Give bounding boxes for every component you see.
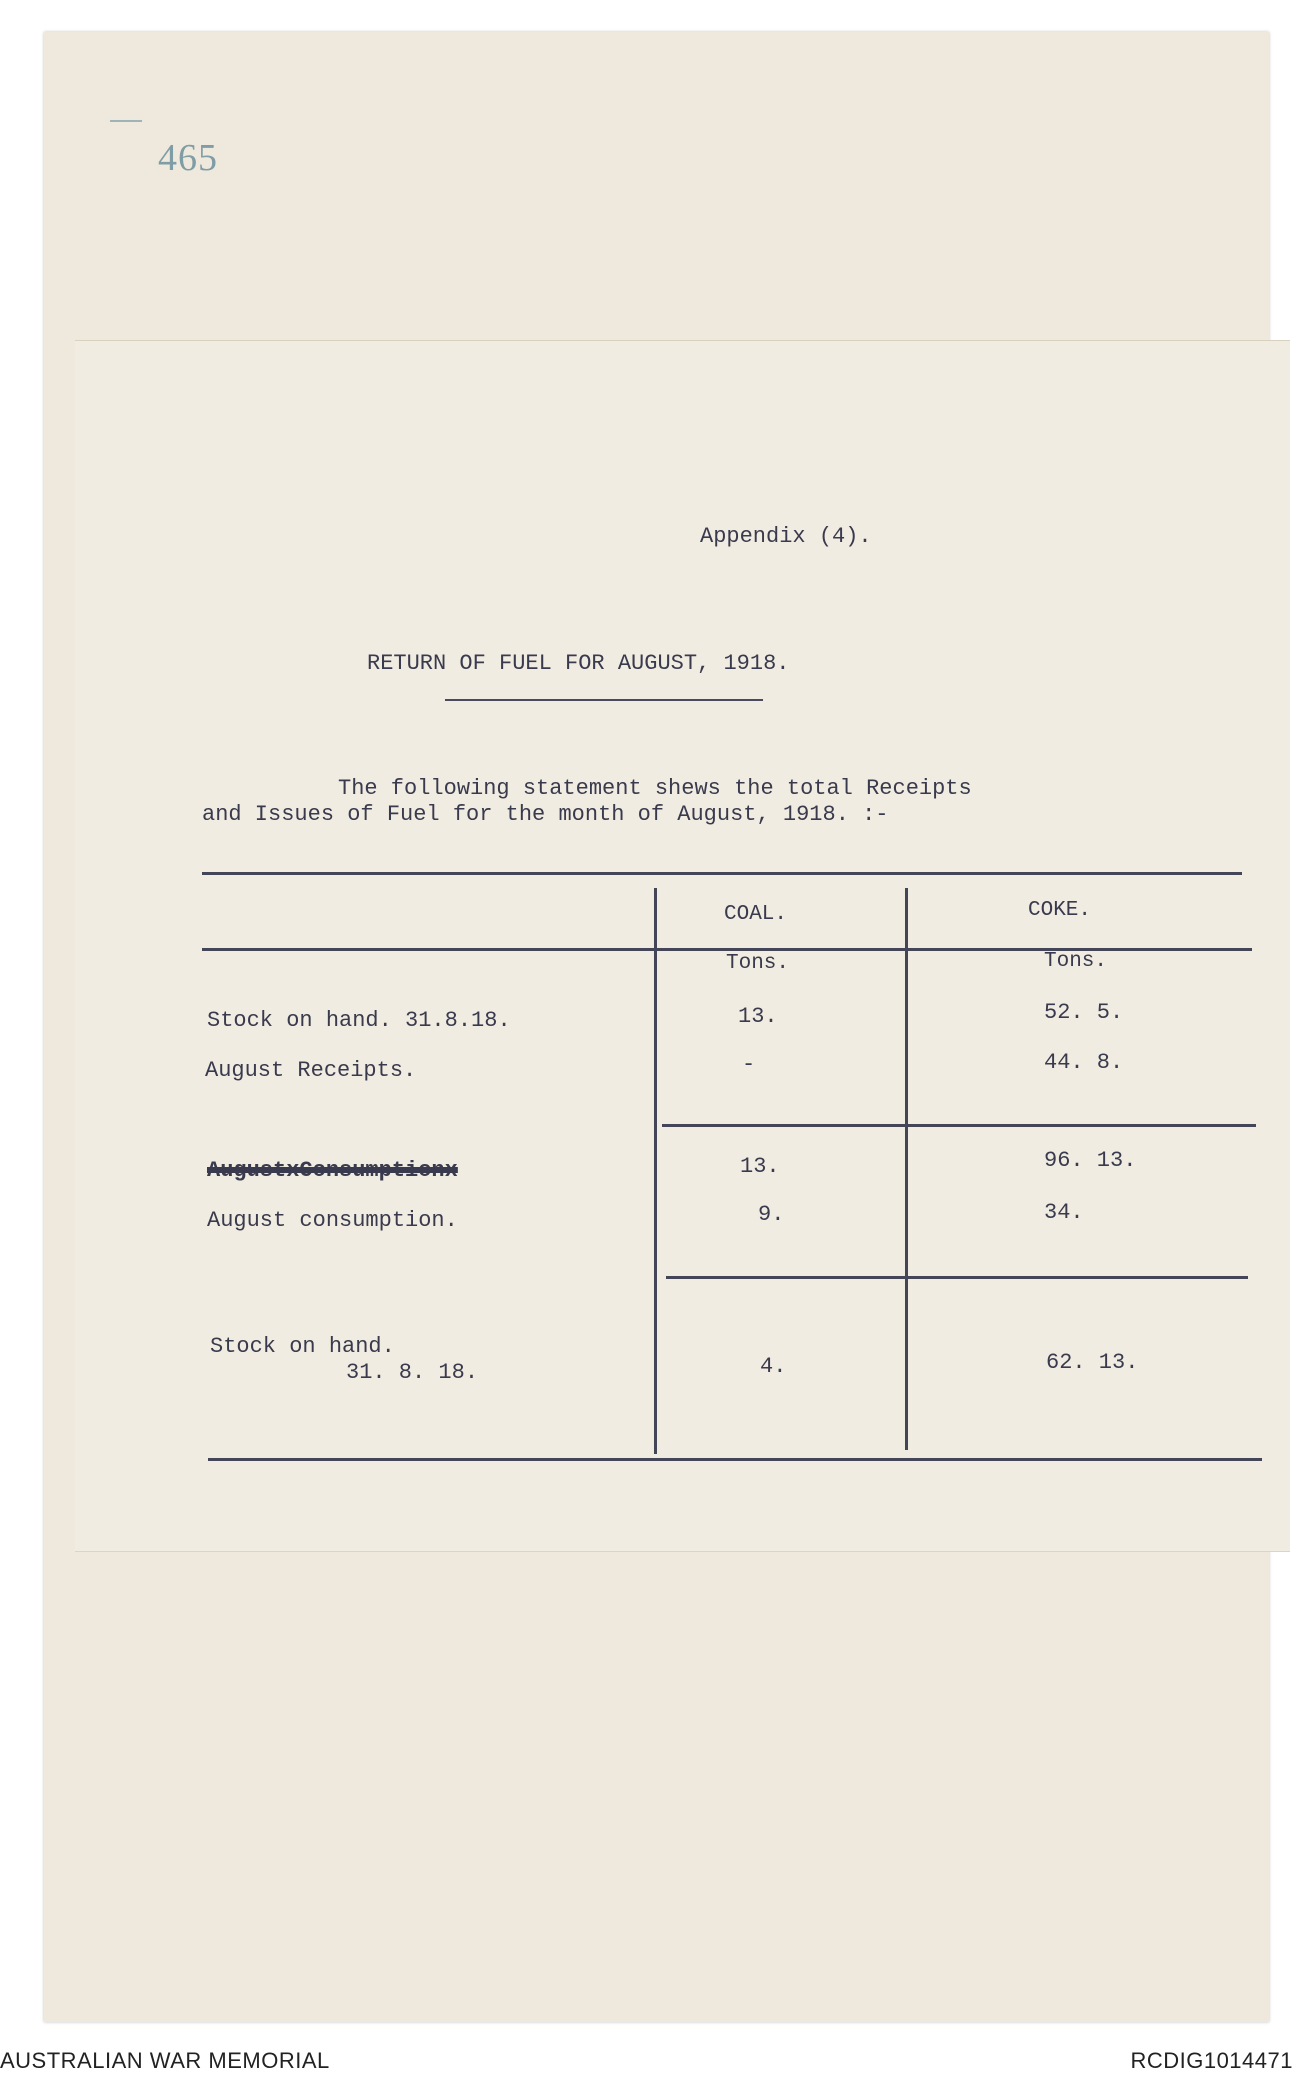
table-balance-rule bbox=[666, 1276, 1248, 1279]
folio-number: 465 bbox=[158, 137, 218, 179]
folio-mark bbox=[110, 120, 142, 122]
row-coal-value: 4. bbox=[760, 1354, 787, 1379]
row-coke-value: 34. bbox=[1044, 1200, 1084, 1225]
column-header-coal: COAL. bbox=[724, 903, 788, 926]
row-coke-value: 96. 13. bbox=[1044, 1148, 1137, 1173]
row-label-line-2: 31. 8. 18. bbox=[346, 1360, 479, 1385]
footer-identifier: RCDIG1014471 bbox=[1130, 2048, 1293, 2073]
row-coke-value: 62. 13. bbox=[1046, 1350, 1139, 1375]
row-coal-value: 13. bbox=[740, 1154, 780, 1179]
intro-line-1: The following statement shews the total Receipts bbox=[338, 776, 972, 801]
row-label: August consumption. bbox=[207, 1208, 458, 1233]
row-coke-value: 52. 5. bbox=[1044, 1000, 1124, 1025]
table-top-rule bbox=[202, 872, 1242, 875]
appendix-label: Appendix (4). bbox=[700, 524, 872, 549]
column-header-coke: COKE. bbox=[1028, 899, 1092, 922]
table-subtotal-rule bbox=[662, 1124, 1256, 1127]
struck-row-label: AugustxConsumptionx bbox=[207, 1158, 458, 1183]
row-label: Stock on hand. 31.8.18. bbox=[207, 1008, 511, 1033]
unit-coal: Tons. bbox=[726, 952, 790, 975]
intro-line-2: and Issues of Fuel for the month of August, 1918. :- bbox=[202, 802, 889, 827]
row-label-line-1: Stock on hand. bbox=[210, 1334, 395, 1359]
document-title: RETURN OF FUEL FOR AUGUST, 1918. bbox=[367, 651, 790, 676]
table-divider-right bbox=[905, 888, 908, 1450]
footer-source: AUSTRALIAN WAR MEMORIAL bbox=[0, 2048, 330, 2073]
row-coal-value: 13. bbox=[738, 1004, 778, 1029]
title-underline bbox=[445, 699, 763, 701]
row-label: August Receipts. bbox=[205, 1058, 417, 1083]
unit-coke: Tons. bbox=[1044, 950, 1108, 973]
table-divider-left bbox=[654, 888, 657, 1454]
row-coal-value: 9. bbox=[758, 1202, 785, 1227]
table-bottom-rule bbox=[208, 1458, 1262, 1461]
row-coal-value: - bbox=[742, 1052, 756, 1077]
row-coke-value: 44. 8. bbox=[1044, 1050, 1124, 1075]
